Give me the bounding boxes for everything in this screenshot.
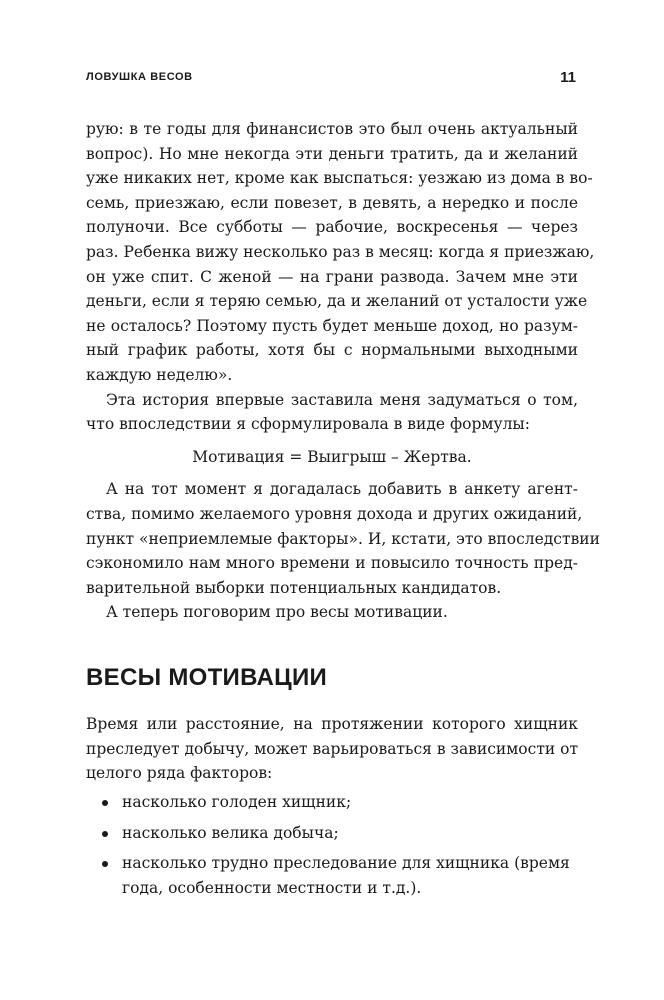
text-line: вопрос). Но мне некогда эти деньги тратить, да и желаний [86,144,578,163]
running-title: ЛОВУШКА ВЕСОВ [86,71,193,83]
text-line: сэкономило нам много времени и повысило точность пред- [86,554,578,573]
page-number: 11 [560,69,576,86]
text-line: что впоследствии я сформулировала в виде формулы: [86,415,530,434]
text-line: ный график работы, хотя бы с нормальными выходными [86,341,578,360]
factors-list [86,790,578,900]
text-line: варительной выборки потенциальных кандидатов. [86,578,502,597]
text-line: уже никаких нет, кроме как выспаться: уезжаю из дома в во- [86,169,593,188]
text-line: целого ряда факторов: [86,764,273,783]
text-line: полуночи. Все субботы — рабочие, воскресенья — через [86,218,578,237]
intro-paragraph [86,712,578,786]
section-title: ВЕСЫ МОТИВАЦИИ [86,664,328,691]
text-line: преследует добычу, может варьироваться в зависимости от [86,739,579,758]
quote-paragraph [86,117,600,625]
text-line: не осталось? Поэтому пусть будет меньше доход, но разум- [86,316,578,335]
list-item-text: насколько трудно преследование для хищника (время [122,854,570,873]
list-item [86,790,578,815]
list-item-text: насколько голоден хищник; [122,793,352,811]
bullet-icon [102,831,108,837]
text-line: пункт «неприемлемые факторы». И, кстати, это впоследствии [86,529,600,548]
list-item [86,851,578,900]
text-line: рую: в те годы для финансистов это был очень актуальный [86,120,578,138]
text-line: ства, помимо желаемого уровня дохода и других ожиданий, [86,504,583,523]
text-line: семь, приезжаю, если повезет, в девять, а нередко и после [86,193,578,212]
list-item-text: года, особенности местности и т.д.). [122,878,422,897]
text-line: А теперь поговорим про весы мотивации. [106,603,448,622]
list-item-text: насколько велика добыча; [122,823,339,842]
bullet-icon [102,800,108,806]
list-item [86,821,578,846]
bullet-icon [102,861,108,867]
text-line: деньги, если я теряю семью, да и желаний от усталости уже [86,292,588,311]
text-line: раз. Ребенка вижу несколько раз в месяц: когда я приезжаю, [86,242,595,261]
text-line: он уже спит. С женой — на грани развода. Зачем мне эти [86,267,578,286]
text-line: каждую неделю». [86,365,233,384]
text-line: Эта история впервые заставила меня задуматься о том, [106,390,578,409]
text-line: А на тот момент я догадалась добавить в анкету агент- [106,480,578,499]
motivation-formula: Мотивация = Выигрыш – Жертва. [192,447,472,466]
text-line: Время или расстояние, на протяжении которого хищник [86,715,578,733]
